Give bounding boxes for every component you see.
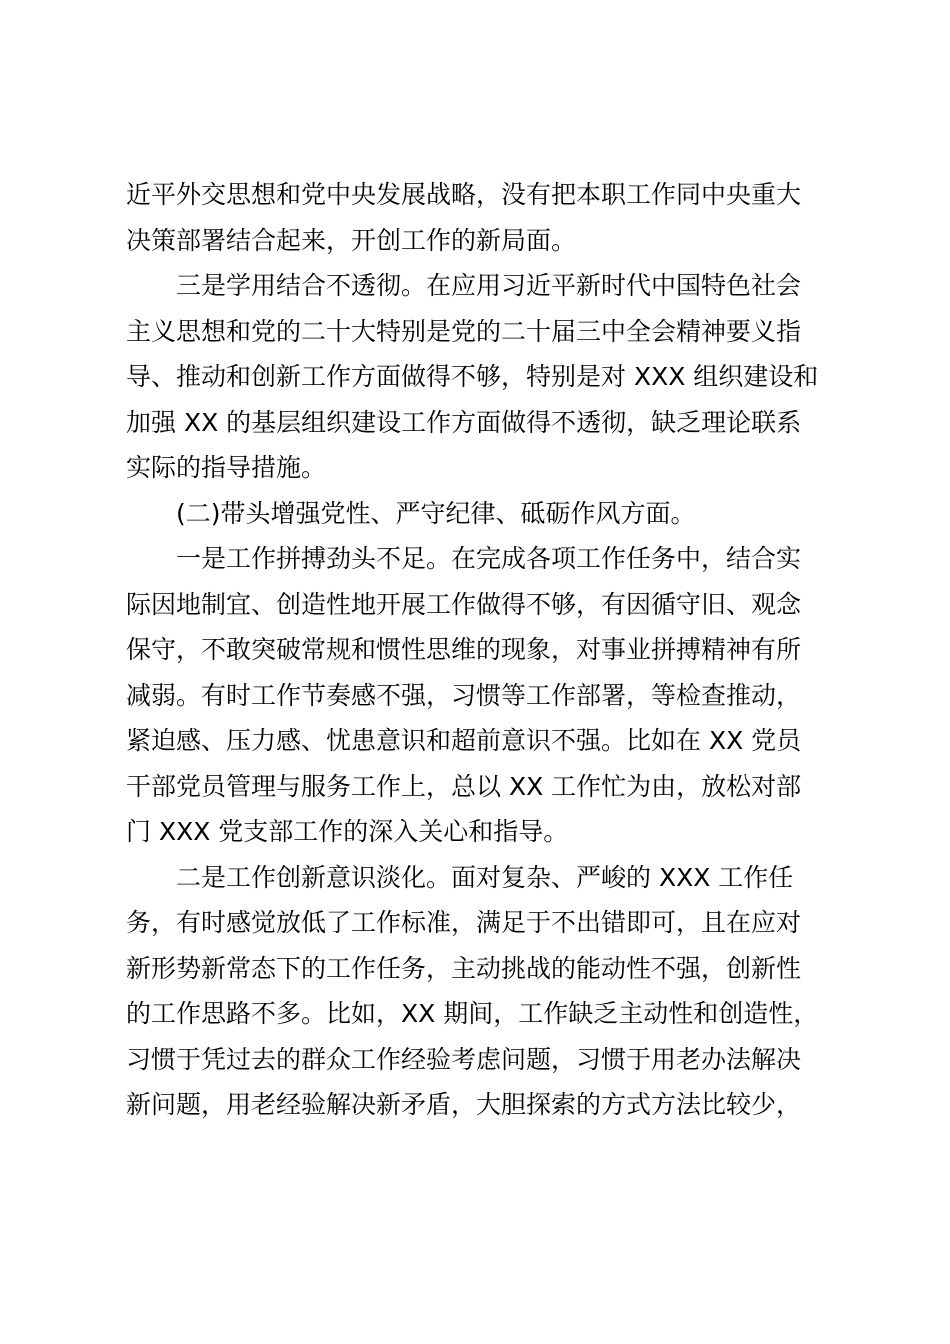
text-line: 新形势新常态下的工作任务，主动挑战的能动性不强，创新性	[126, 953, 802, 983]
text-line: 际因地制宜、创造性地开展工作做得不够，有因循守旧、观念	[126, 589, 802, 619]
text-line: 实际的指导措施。	[126, 453, 327, 482]
text-line: 减弱。有时工作节奏感不强，习惯等工作部署，等检查推动，	[126, 680, 802, 710]
text-line: 一是工作拼搏劲头不足。在完成各项工作任务中，结合实	[176, 544, 802, 573]
text-line: 近平外交思想和党中央发展战略，没有把本职工作同中央重大	[126, 180, 802, 209]
body-text	[126, 172, 826, 1128]
text-line: 的工作思路不多。比如，XX 期间，工作缺乏主动性和创造性，	[126, 999, 819, 1028]
text-line: 保守，不敢突破常规和惯性思维的现象，对事业拼搏精神有所	[126, 635, 802, 664]
text-line: 二是工作创新意识淡化。面对复杂、严峻的 XXX 工作任	[176, 862, 794, 892]
text-line: 务，有时感觉放低了工作标准，满足于不出错即可，且在应对	[126, 908, 802, 937]
text-line: 紧迫感、压力感、忧患意识和超前意识不强。比如在 XX 党员	[126, 726, 802, 755]
text-line: 三是学用结合不透彻。在应用习近平新时代中国特色社会	[176, 271, 802, 300]
text-line: 主义思想和党的二十大特别是党的二十届三中全会精神要义指	[126, 316, 802, 346]
text-line: (二)带头增强党性、严守纪律、砥砺作风方面。	[176, 498, 696, 528]
text-line: 门 XXX 党支部工作的深入关心和指导。	[126, 817, 569, 846]
text-line: 习惯于凭过去的群众工作经验考虑问题，习惯于用老办法解决	[126, 1044, 802, 1074]
text-line: 新问题，用老经验解决新矛盾，大胆探索的方式方法比较少，	[126, 1090, 802, 1119]
text-line: 导、推动和创新工作方面做得不够，特别是对 XXX 组织建设和	[126, 362, 819, 391]
text-line: 加强 XX 的基层组织建设工作方面做得不透彻，缺乏理论联系	[126, 407, 802, 437]
text-line: 决策部署结合起来，开创工作的新局面。	[126, 225, 577, 255]
text-line: 干部党员管理与服务工作上，总以 XX 工作忙为由，放松对部	[126, 771, 802, 801]
